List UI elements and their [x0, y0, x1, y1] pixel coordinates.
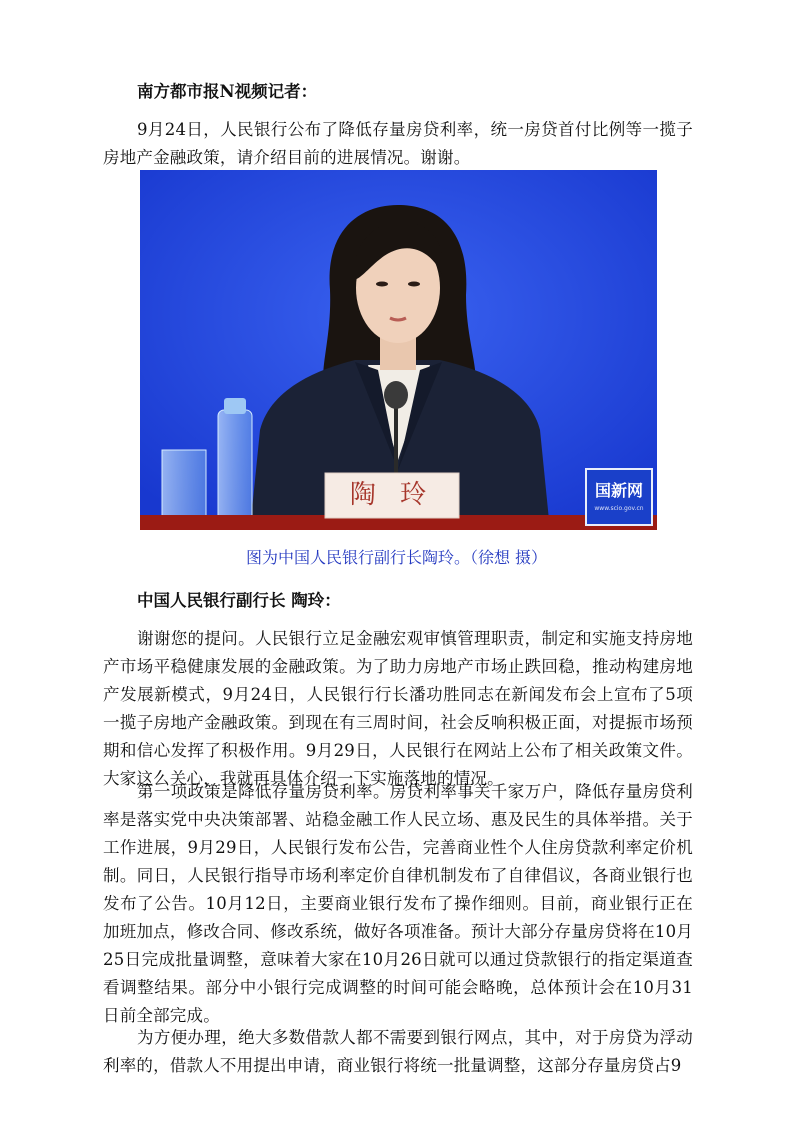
reporter-heading: 南方都市报N视频记者：: [137, 82, 318, 101]
speaker-heading: 中国人民银行副行长 陶玲：: [137, 591, 341, 610]
press-conference-photo: [140, 170, 657, 530]
answer-paragraph-2: 第一项政策是降低存量房贷利率。房贷利率事关千家万户，降低存量房贷利率是落实党中央决策部署、站稳金融工作人民立场、惠及民生的具体举措。关于工作进展，9月29日，人民银行发布公告，完善商业性个人住房贷款利率定价机制。同日，人民银行指导市场利率定价自律机制发布了自律倡议，各商业银行也发布了公告。10月12日，主要商业银行发布了操作细则。目前，商业银行正在加班加点，修改合同、修改系统，做好各项准备。预计大部分存量房贷将在10月25日完成批量调整，意味着大家在10月26日就可以通过贷款银行的指定渠道查看调整结果。部分中小银行完成调整的时间可能会略晚，总体预计会在10月31日前全部完成。: [103, 782, 693, 1025]
answer-paragraph-3: 为方便办理，绝大多数借款人都不需要到银行网点，其中，对于房贷为浮动利率的，借款人不用提出申请，商业银行将统一批量调整，这部分存量房贷占9: [103, 1028, 693, 1075]
answer-paragraph-1: 谢谢您的提问。人民银行立足金融宏观审慎管理职责，制定和实施支持房地产市场平稳健康发展的金融政策。为了助力房地产市场止跌回稳，推动构建房地产发展新模式，9月24日，人民银行行长潘功胜同志在新闻发布会上宣布了5项一揽子房地产金融政策。到现在有三周时间，社会反响积极正面，对提振市场预期和信心发挥了积极作用。9月29日，人民银行在网站上公布了相关政策文件。大家这么关心，我就再具体介绍一下实施落地的情况。: [103, 629, 693, 788]
question-paragraph: 9月24日，人民银行公布了降低存量房贷利率，统一房贷首付比例等一揽子房地产金融政策，请介绍目前的进展情况。谢谢。: [103, 120, 693, 167]
nameplate-text: 陶 玲: [349, 480, 435, 510]
watermark-name: 国新网: [594, 481, 643, 500]
photo-caption: 图为中国人民银行副行长陶玲。（徐想 摄）: [245, 548, 548, 567]
watermark-logo: [585, 468, 653, 526]
watermark-url: www.scio.gov.cn: [594, 505, 644, 512]
